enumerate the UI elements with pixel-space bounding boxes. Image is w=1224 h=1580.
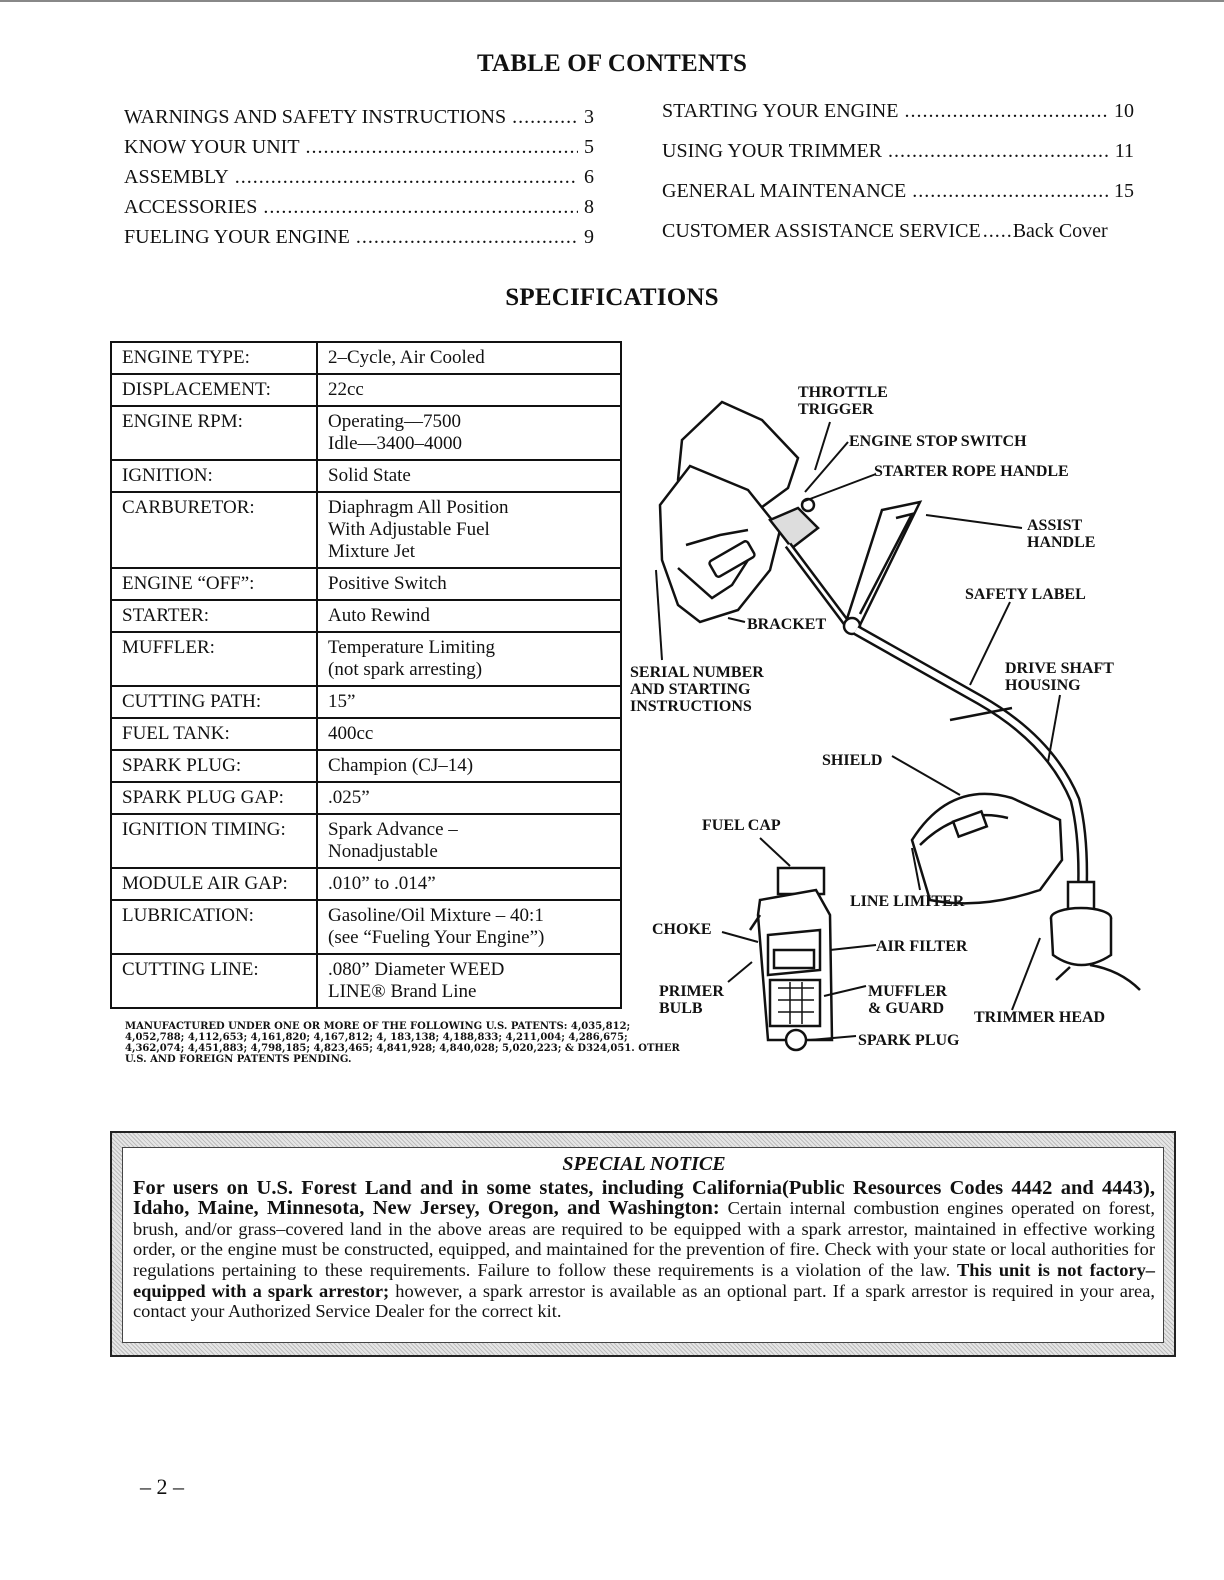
table-row xyxy=(111,342,621,374)
toc-entry-page: 11 xyxy=(1114,140,1134,162)
toc-leader xyxy=(904,100,1108,123)
spec-value: Champion (CJ–14) xyxy=(317,750,621,782)
toc-entry[interactable] xyxy=(124,196,594,226)
notice-text: Certain internal combustion engines operated on forest, brush, and/or grass–covered land in the above areas are required to be equipped with a spark arrestor, maintained in effective working order, or the engine must be constructed, equipped, and maintained for the prevention of fire. Check with your state or local authorities for regulations pertaining to these requirements. Failure to follow these requirements is a violation of the law. xyxy=(133,1198,1155,1280)
label-spark-plug: SPARK PLUG xyxy=(858,1032,960,1049)
label-drive-shaft-housing: HOUSING xyxy=(1005,677,1081,694)
toc-entry[interactable] xyxy=(124,106,594,136)
label-choke: CHOKE xyxy=(652,921,712,938)
table-row xyxy=(111,374,621,406)
table-row xyxy=(111,686,621,718)
label-serial-number: AND STARTING xyxy=(630,681,751,698)
table-row xyxy=(111,568,621,600)
toc-entry-title: ASSEMBLY xyxy=(124,166,229,188)
trimmer-diagram xyxy=(620,370,1180,1070)
toc-entry[interactable] xyxy=(124,166,594,196)
special-notice-title: SPECIAL NOTICE xyxy=(562,1153,726,1175)
spec-label: SPARK PLUG GAP: xyxy=(111,782,317,814)
spec-value: Temperature Limiting (not spark arresting) xyxy=(317,632,621,686)
toc-entry-title: USING YOUR TRIMMER xyxy=(662,140,883,162)
toc-entry[interactable] xyxy=(662,140,1134,180)
patents-note: MANUFACTURED UNDER ONE OR MORE OF THE FOLLOWING U.S. PATENTS: 4,035,812; 4,052,788; 4,112,653; 4,161,820; 4,167,812; 4, 183,138; 4,188,833; 4,211,004; 4,286,675; 4,362,074; 4,451,883; 4,798,185; 4,823,465; 4,841,928; 4,840,028; 5,020,223; & D324,051. OTHER U.S. AND FOREIGN PATENTS PENDING. xyxy=(125,1021,680,1065)
spec-value: 22cc xyxy=(317,374,621,406)
spec-label: CUTTING LINE: xyxy=(111,954,317,1008)
toc-leader xyxy=(306,136,578,159)
toc-entry-title: KNOW YOUR UNIT xyxy=(124,136,300,158)
label-throttle-trigger: THROTTLE xyxy=(798,384,888,401)
toc-entry-page: 3 xyxy=(584,106,594,128)
label-primer-bulb: PRIMER xyxy=(659,983,724,1000)
toc-entry-page: 9 xyxy=(584,226,594,248)
special-notice-box xyxy=(110,1131,1176,1357)
toc-right-column xyxy=(662,100,1134,260)
spec-label: ENGINE TYPE: xyxy=(111,342,317,374)
spec-label: IGNITION TIMING: xyxy=(111,814,317,868)
toc-entry-page: Back Cover xyxy=(1012,220,1108,242)
toc-entry-page: 6 xyxy=(584,166,594,188)
spec-label: SPARK PLUG: xyxy=(111,750,317,782)
spec-value: 400cc xyxy=(317,718,621,750)
label-shield: SHIELD xyxy=(822,752,883,769)
notice-text: however, a spark arrestor is available as an optional part. If a spark arrestor is required in your area, contact your Authorized Service Dealer for the correct kit. xyxy=(133,1280,1155,1322)
toc-left-column xyxy=(124,106,594,256)
spec-value: .010” to .014” xyxy=(317,868,621,900)
spec-value: .025” xyxy=(317,782,621,814)
spec-label: FUEL TANK: xyxy=(111,718,317,750)
toc-entry-page: 15 xyxy=(1114,180,1134,202)
label-drive-shaft-housing: DRIVE SHAFT xyxy=(1005,660,1114,677)
table-row xyxy=(111,632,621,686)
table-row xyxy=(111,600,621,632)
toc-entry-title: CUSTOMER ASSISTANCE SERVICE xyxy=(662,220,981,242)
spec-value: Spark Advance – Nonadjustable xyxy=(317,814,621,868)
spec-label: LUBRICATION: xyxy=(111,900,317,954)
toc-heading: TABLE OF CONTENTS xyxy=(476,50,748,77)
toc-entry[interactable] xyxy=(124,136,594,166)
spec-value: Positive Switch xyxy=(317,568,621,600)
spec-label: DISPLACEMENT: xyxy=(111,374,317,406)
spec-label: ENGINE RPM: xyxy=(111,406,317,460)
label-primer-bulb: BULB xyxy=(659,1000,703,1017)
toc-entry[interactable] xyxy=(662,180,1134,220)
spec-value: Auto Rewind xyxy=(317,600,621,632)
table-row xyxy=(111,814,621,868)
spec-value: Operating––7500 Idle––3400–4000 xyxy=(317,406,621,460)
label-assist-handle: HANDLE xyxy=(1027,534,1096,551)
toc-leader xyxy=(235,166,578,189)
label-engine-stop-switch: ENGINE STOP SWITCH xyxy=(849,433,1027,450)
toc-leader xyxy=(983,220,1011,243)
spec-label: MUFFLER: xyxy=(111,632,317,686)
label-starter-rope-handle: STARTER ROPE HANDLE xyxy=(874,463,1069,480)
label-serial-number: INSTRUCTIONS xyxy=(630,698,752,715)
table-row xyxy=(111,492,621,568)
toc-leader xyxy=(512,106,578,129)
special-notice-body xyxy=(133,1178,1155,1322)
label-safety-label: SAFETY LABEL xyxy=(965,586,1086,603)
toc-entry-title: WARNINGS AND SAFETY INSTRUCTIONS xyxy=(124,106,507,128)
toc-leader xyxy=(912,180,1108,203)
toc-entry-page: 5 xyxy=(584,136,594,158)
table-row xyxy=(111,900,621,954)
toc-entry-page: 8 xyxy=(584,196,594,218)
label-fuel-cap: FUEL CAP xyxy=(702,817,781,834)
table-row xyxy=(111,782,621,814)
spec-label: IGNITION: xyxy=(111,460,317,492)
spec-value: 2–Cycle, Air Cooled xyxy=(317,342,621,374)
spec-value: Diaphragm All Position With Adjustable Fuel Mixture Jet xyxy=(317,492,621,568)
table-row xyxy=(111,718,621,750)
spec-label: CARBURETOR: xyxy=(111,492,317,568)
notice-warning: This unit is not factory–equipped with a spark arrestor; xyxy=(133,1259,1155,1301)
label-assist-handle: ASSIST xyxy=(1027,517,1083,534)
label-serial-number: SERIAL NUMBER xyxy=(630,664,764,681)
spec-value: .080” Diameter WEED LINE® Brand Line xyxy=(317,954,621,1008)
table-row xyxy=(111,868,621,900)
toc-entry[interactable] xyxy=(662,220,1134,260)
toc-entry[interactable] xyxy=(662,100,1134,140)
page-number: – 2 – xyxy=(140,1474,184,1499)
label-air-filter: AIR FILTER xyxy=(876,938,968,955)
specifications-heading: SPECIFICATIONS xyxy=(505,284,719,311)
specifications-table xyxy=(110,341,622,1009)
toc-entry-title: ACCESSORIES xyxy=(124,196,258,218)
label-muffler-guard: & GUARD xyxy=(868,1000,944,1017)
table-row xyxy=(111,954,621,1008)
table-row xyxy=(111,750,621,782)
notice-lead: For users on U.S. Forest Land and in some states, including California(Public Resources Codes 4442 and 4443), Idaho, Maine, Minnesota, New Jersey, Oregon, and Washington: xyxy=(133,1176,1155,1220)
special-notice-content xyxy=(122,1147,1164,1343)
toc-leader xyxy=(888,140,1109,163)
spec-label: ENGINE “OFF”: xyxy=(111,568,317,600)
label-muffler-guard: MUFFLER xyxy=(868,983,948,1000)
label-trimmer-head: TRIMMER HEAD xyxy=(974,1009,1106,1026)
spec-value: Solid State xyxy=(317,460,621,492)
spec-value: Gasoline/Oil Mixture – 40:1 (see “Fueling Your Engine”) xyxy=(317,900,621,954)
toc-entry-title: GENERAL MAINTENANCE xyxy=(662,180,907,202)
toc-entry-page: 10 xyxy=(1114,100,1134,122)
table-row xyxy=(111,460,621,492)
spec-label: STARTER: xyxy=(111,600,317,632)
toc-entry-title: STARTING YOUR ENGINE xyxy=(662,100,899,122)
label-throttle-trigger: TRIGGER xyxy=(798,401,874,418)
label-bracket: BRACKET xyxy=(747,616,827,633)
toc-leader xyxy=(263,196,578,219)
label-line-limiter: LINE LIMITER xyxy=(850,893,965,910)
toc-leader xyxy=(356,226,578,249)
top-border xyxy=(0,0,1224,2)
table-row xyxy=(111,406,621,460)
toc-entry-title: FUELING YOUR ENGINE xyxy=(124,226,350,248)
spec-value: 15” xyxy=(317,686,621,718)
spec-label: CUTTING PATH: xyxy=(111,686,317,718)
toc-entry[interactable] xyxy=(124,226,594,256)
spec-label: MODULE AIR GAP: xyxy=(111,868,317,900)
